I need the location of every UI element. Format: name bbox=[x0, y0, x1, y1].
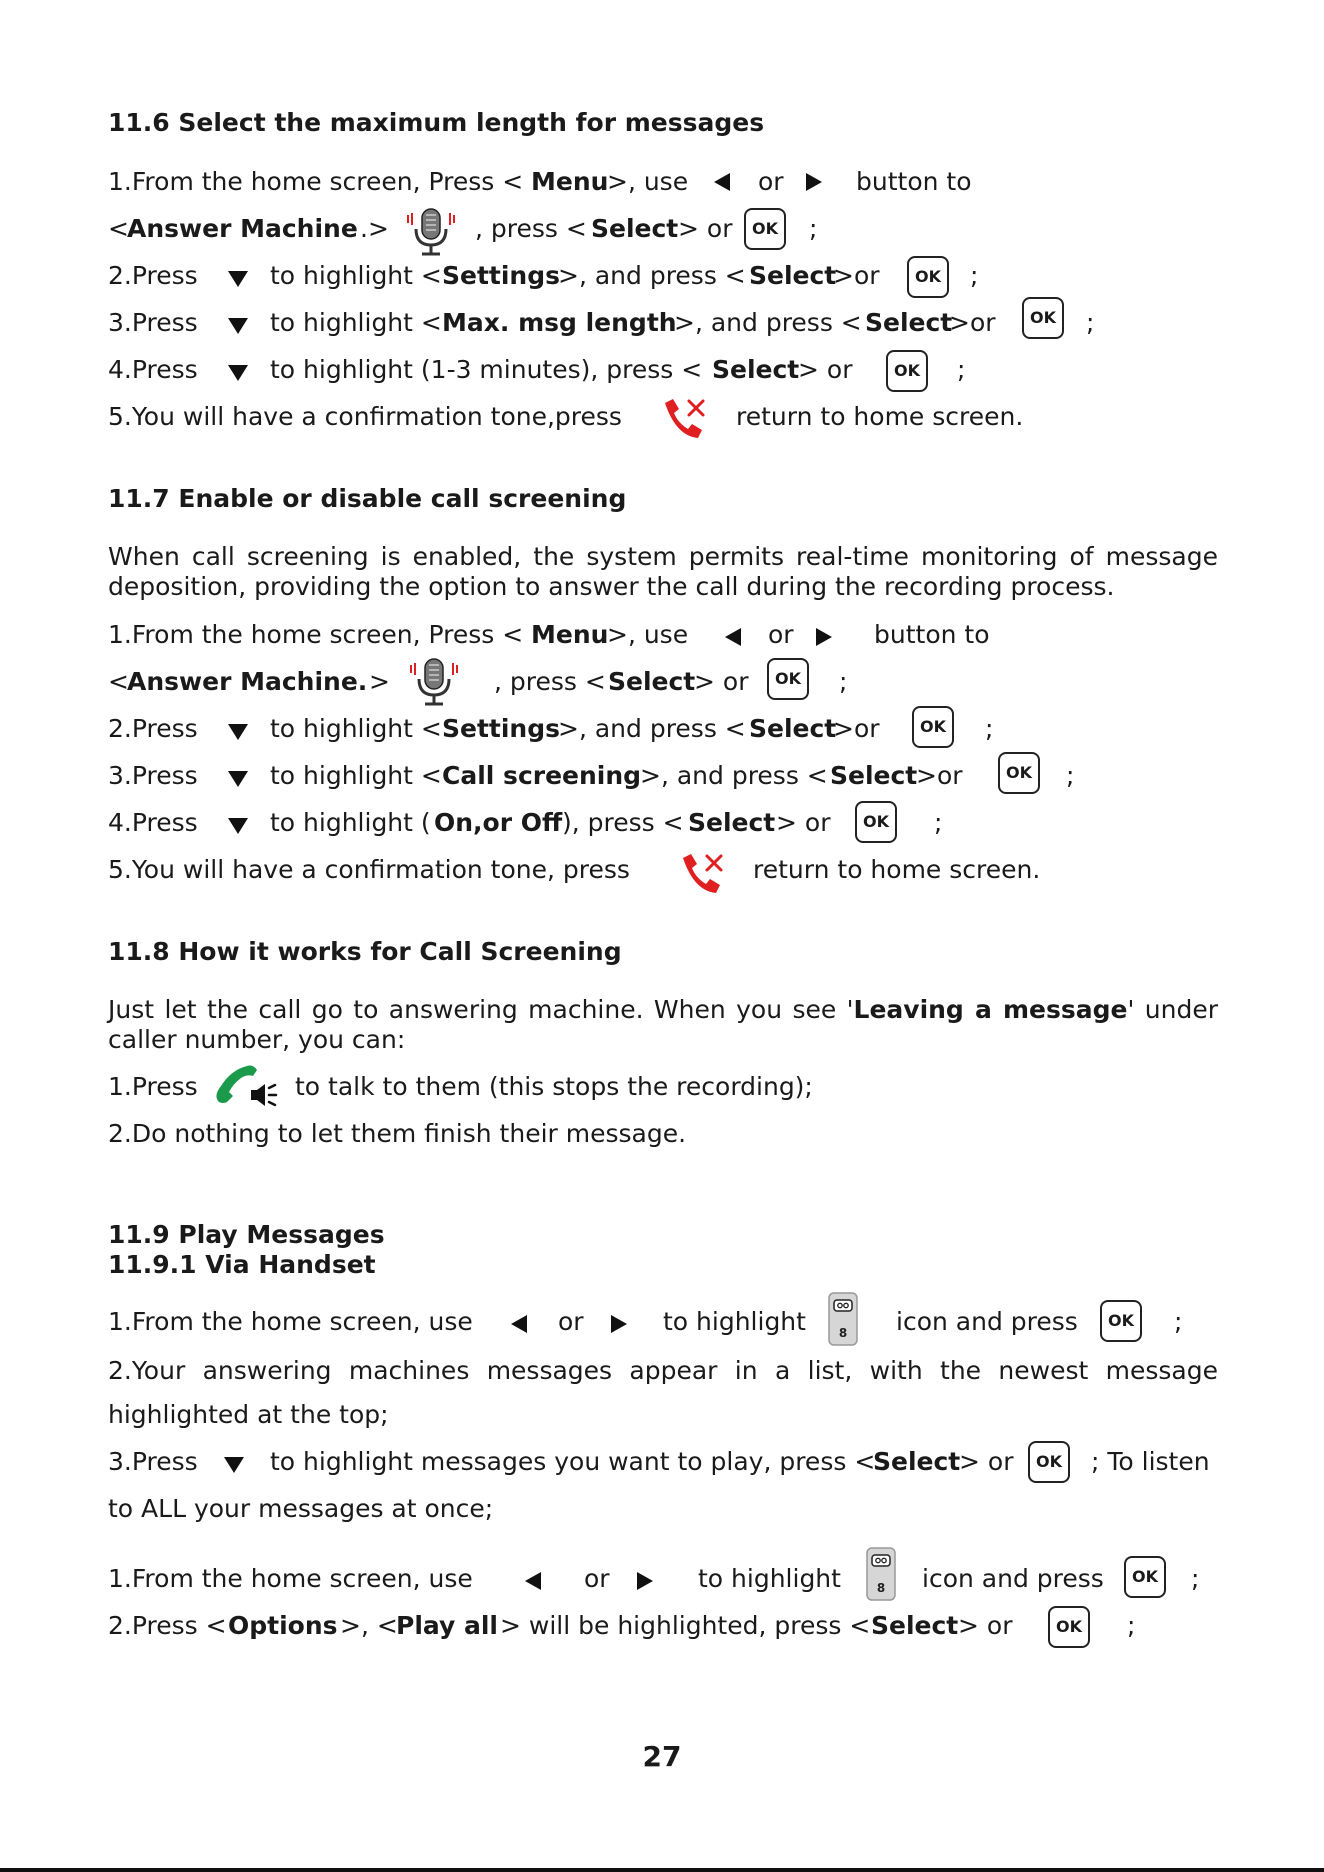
text: 1.From the home screen, use bbox=[108, 1564, 473, 1593]
text: to highlight bbox=[698, 1564, 841, 1593]
ok-key-icon: OK bbox=[886, 350, 928, 392]
text: > or bbox=[959, 1447, 1014, 1476]
select-label: Select bbox=[871, 1611, 959, 1640]
section-11-9-title: 11.9 Play Messages bbox=[108, 1220, 385, 1249]
text: ; bbox=[934, 808, 943, 837]
text: ; bbox=[1086, 308, 1095, 337]
text: >, and press < bbox=[558, 261, 746, 290]
sec118-intro-line2: caller number, you can: bbox=[108, 1025, 406, 1054]
leaving-a-message-label: Leaving a message bbox=[853, 995, 1128, 1024]
section-11-9-1-title: 11.9.1 Via Handset bbox=[108, 1250, 376, 1279]
right-arrow-icon bbox=[816, 628, 832, 646]
handset-key-label: 8 bbox=[838, 1326, 848, 1340]
text: >or bbox=[949, 308, 996, 337]
text: to highlight < bbox=[270, 714, 442, 743]
text: >, and press < bbox=[640, 761, 828, 790]
answer-machine-label: Answer Machine. bbox=[127, 667, 368, 696]
sec117-intro-line1: When call screening is enabled, the system permits real-time monitoring of message bbox=[108, 542, 1218, 571]
page-bottom-divider bbox=[0, 1868, 1324, 1872]
text: >, and press < bbox=[674, 308, 862, 337]
text: return to home screen. bbox=[753, 855, 1041, 884]
text: to ALL your messages at once; bbox=[108, 1494, 494, 1523]
down-arrow-icon bbox=[228, 771, 248, 787]
text: to highlight < bbox=[270, 261, 442, 290]
text: 2.Press bbox=[108, 261, 198, 290]
handset-key-label: 8 bbox=[876, 1581, 886, 1595]
text: ; bbox=[1127, 1611, 1136, 1640]
menu-label: Menu bbox=[531, 167, 609, 196]
text: to highlight < bbox=[270, 761, 442, 790]
down-arrow-icon bbox=[228, 365, 248, 381]
text: 1.Press bbox=[108, 1072, 198, 1101]
green-handset-speaker-icon bbox=[211, 1062, 283, 1114]
down-arrow-icon bbox=[228, 318, 248, 334]
select-label: Select bbox=[712, 355, 800, 384]
text: > or bbox=[678, 214, 733, 243]
text: 3.Press bbox=[108, 761, 198, 790]
text: , press < bbox=[494, 667, 606, 696]
select-label: Select bbox=[865, 308, 953, 337]
ok-key-icon: OK bbox=[998, 752, 1040, 794]
text: >or bbox=[833, 714, 880, 743]
on-or-off-label: On,or Off bbox=[434, 808, 563, 837]
answer-machine-label: Answer Machine bbox=[127, 214, 358, 243]
text: > or bbox=[958, 1611, 1013, 1640]
text: button to bbox=[874, 620, 990, 649]
text: ; bbox=[1174, 1307, 1183, 1336]
text: or bbox=[768, 620, 794, 649]
text: button to bbox=[856, 167, 972, 196]
ok-key-icon: OK bbox=[907, 256, 949, 298]
text: to talk to them (this stops the recording); bbox=[295, 1072, 813, 1101]
settings-label: Settings bbox=[442, 714, 561, 743]
text: to highlight ( bbox=[270, 808, 431, 837]
text: 2.Do nothing to let them finish their message. bbox=[108, 1119, 687, 1148]
text: to highlight messages you want to play, press < bbox=[270, 1447, 876, 1476]
select-label: Select bbox=[608, 667, 696, 696]
down-arrow-icon bbox=[228, 724, 248, 740]
text: > will be highlighted, press < bbox=[500, 1611, 871, 1640]
text: 5.You will have a confirmation tone,press bbox=[108, 402, 622, 431]
answer-machine-handset-icon bbox=[828, 1292, 858, 1346]
options-label: Options bbox=[228, 1611, 338, 1640]
text: ; bbox=[957, 355, 966, 384]
text: < bbox=[108, 667, 129, 696]
select-label: Select bbox=[830, 761, 918, 790]
select-label: Select bbox=[749, 714, 837, 743]
text: > or bbox=[798, 355, 853, 384]
text: icon and press bbox=[922, 1564, 1104, 1593]
text: highlighted at the top; bbox=[108, 1400, 389, 1429]
text: to highlight < bbox=[270, 308, 442, 337]
call-screening-label: Call screening bbox=[442, 761, 642, 790]
ok-key-icon: OK bbox=[1124, 1556, 1166, 1598]
text: or bbox=[584, 1564, 610, 1593]
select-label: Select bbox=[591, 214, 679, 243]
end-call-red-handset-icon bbox=[659, 397, 709, 439]
play-all-label: Play all bbox=[396, 1611, 499, 1640]
down-arrow-icon bbox=[228, 271, 248, 287]
ok-key-icon: OK bbox=[1100, 1300, 1142, 1342]
sec119-step2-line1: 2.Your answering machines messages appear in a list, with the newest message bbox=[108, 1356, 1218, 1385]
section-11-6-title: 11.6 Select the maximum length for messages bbox=[108, 108, 765, 137]
text: > bbox=[369, 667, 390, 696]
text: or bbox=[558, 1307, 584, 1336]
text: ; bbox=[809, 214, 818, 243]
right-arrow-icon bbox=[611, 1315, 627, 1333]
text: ), press < bbox=[562, 808, 684, 837]
text: > or bbox=[776, 808, 831, 837]
ok-key-icon: OK bbox=[1028, 1441, 1070, 1483]
ok-key-icon: OK bbox=[912, 706, 954, 748]
text: ; bbox=[1191, 1564, 1200, 1593]
text: .> bbox=[360, 214, 389, 243]
page-number: 27 bbox=[642, 1740, 682, 1773]
text: to highlight bbox=[663, 1307, 806, 1336]
text: 4.Press bbox=[108, 355, 198, 384]
text: ' under bbox=[1127, 995, 1218, 1024]
sec117-intro-line2: deposition, providing the option to answer the call during the recording process. bbox=[108, 572, 1115, 601]
select-label: Select bbox=[749, 261, 837, 290]
text: >, < bbox=[340, 1611, 398, 1640]
max-msg-length-label: Max. msg length bbox=[442, 308, 677, 337]
select-label: Select bbox=[688, 808, 776, 837]
down-arrow-icon bbox=[228, 818, 248, 834]
down-arrow-icon bbox=[224, 1457, 244, 1473]
right-arrow-icon bbox=[637, 1572, 653, 1590]
text: 3.Press bbox=[108, 1447, 198, 1476]
answer-machine-handset-icon bbox=[866, 1547, 896, 1601]
text: >, use bbox=[607, 620, 689, 649]
text: < bbox=[108, 214, 129, 243]
text: ; bbox=[970, 261, 979, 290]
text: icon and press bbox=[896, 1307, 1078, 1336]
ok-key-icon: OK bbox=[855, 801, 897, 843]
text: , press < bbox=[475, 214, 587, 243]
left-arrow-icon bbox=[525, 1572, 541, 1590]
right-arrow-icon bbox=[806, 173, 822, 191]
sec118-intro-line1 bbox=[108, 995, 1218, 1025]
text: Just let the call go to answering machine. When you see ' bbox=[108, 995, 854, 1024]
text: > or bbox=[694, 667, 749, 696]
answer-machine-microphone-icon bbox=[405, 657, 463, 709]
text: 1.From the home screen, Press < bbox=[108, 167, 524, 196]
left-arrow-icon bbox=[725, 628, 741, 646]
text: >, use bbox=[607, 167, 689, 196]
ok-key-icon: OK bbox=[1022, 297, 1064, 339]
text: ; bbox=[839, 667, 848, 696]
text: return to home screen. bbox=[736, 402, 1024, 431]
text: 2.Press < bbox=[108, 1611, 227, 1640]
text: >, and press < bbox=[558, 714, 746, 743]
select-label: Select bbox=[873, 1447, 961, 1476]
text: >or bbox=[916, 761, 963, 790]
section-11-7-title: 11.7 Enable or disable call screening bbox=[108, 484, 627, 513]
answer-machine-microphone-icon bbox=[402, 207, 460, 259]
end-call-red-handset-icon bbox=[677, 852, 727, 894]
left-arrow-icon bbox=[714, 173, 730, 191]
ok-key-icon: OK bbox=[1048, 1606, 1090, 1648]
text: ; bbox=[985, 714, 994, 743]
text: 3.Press bbox=[108, 308, 198, 337]
text: to highlight (1-3 minutes), press < bbox=[270, 355, 703, 384]
settings-label: Settings bbox=[442, 261, 561, 290]
section-11-8-title: 11.8 How it works for Call Screening bbox=[108, 937, 622, 966]
left-arrow-icon bbox=[511, 1315, 527, 1333]
ok-key-icon: OK bbox=[767, 658, 809, 700]
text: ; To listen bbox=[1091, 1447, 1210, 1476]
text: 5.You will have a confirmation tone, press bbox=[108, 855, 630, 884]
text: 1.From the home screen, Press < bbox=[108, 620, 524, 649]
text: >or bbox=[833, 261, 880, 290]
menu-label: Menu bbox=[531, 620, 609, 649]
text: or bbox=[758, 167, 784, 196]
text: ; bbox=[1066, 761, 1075, 790]
ok-key-icon: OK bbox=[744, 208, 786, 250]
text: 1.From the home screen, use bbox=[108, 1307, 473, 1336]
text: 2.Press bbox=[108, 714, 198, 743]
text: 4.Press bbox=[108, 808, 198, 837]
